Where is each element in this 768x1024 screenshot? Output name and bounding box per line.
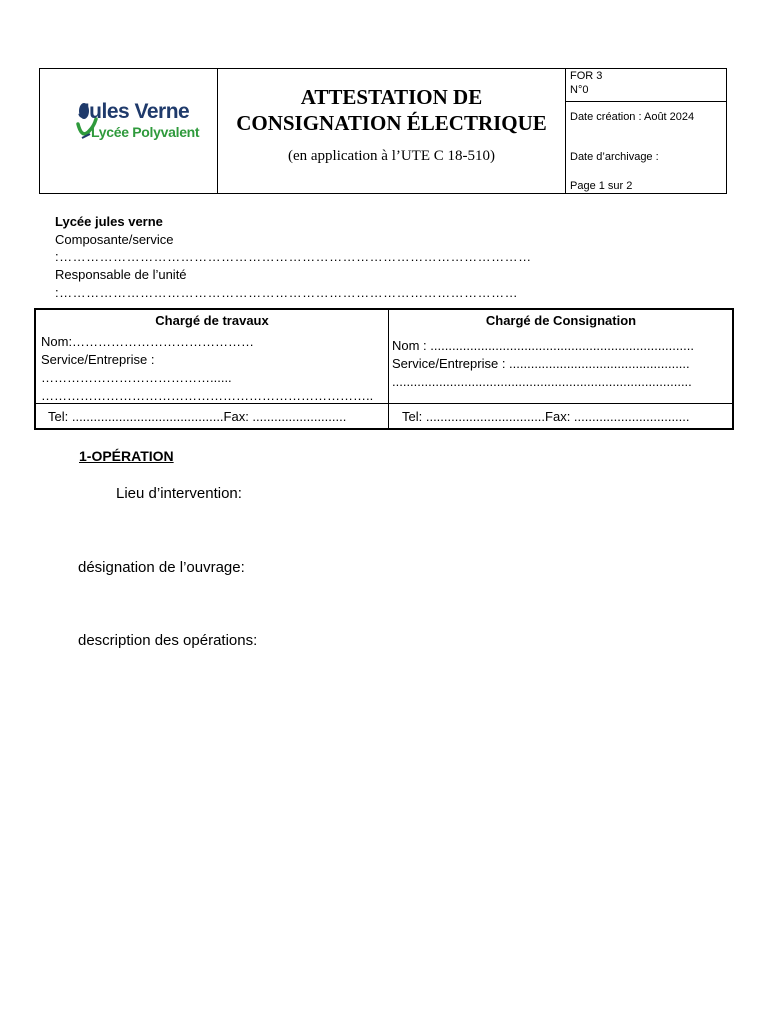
document-subtitle: (en application à l’UTE C 18-510) bbox=[287, 148, 496, 164]
form-number: N°0 bbox=[570, 84, 589, 96]
logo-brand-text: Jules Verne bbox=[78, 100, 190, 123]
works-manager-service-label: Service/Entreprise : bbox=[41, 352, 155, 367]
works-manager-heading: Chargé de travaux bbox=[155, 313, 269, 328]
form-reference: FOR 3 bbox=[570, 70, 603, 82]
lockout-manager-service-field-2[interactable]: ................................................................................... bbox=[392, 374, 692, 389]
creation-date: Date création : Août 2024 bbox=[570, 111, 695, 123]
page-number: Page 1 sur 2 bbox=[570, 180, 633, 192]
manager-field[interactable]: :………………………………………………………………………………………… bbox=[55, 285, 519, 300]
title-cell bbox=[218, 69, 566, 193]
description-label: description des opérations: bbox=[78, 632, 258, 649]
school-name: Lycée jules verne bbox=[55, 214, 163, 229]
location-label: Lieu d’intervention: bbox=[116, 485, 242, 502]
meta-divider bbox=[566, 101, 726, 102]
works-manager-tel-fax-field[interactable]: Tel: ..........................................Fax: .......................... bbox=[48, 409, 347, 424]
meta-cell bbox=[566, 69, 726, 193]
lockout-manager-name-field[interactable]: Nom : ......................................................................... bbox=[392, 338, 694, 353]
document-title-line1: ATTESTATION DE bbox=[300, 85, 483, 109]
lockout-manager-heading: Chargé de Consignation bbox=[485, 313, 637, 328]
works-manager-name-field[interactable]: Nom:…………………………………… bbox=[41, 334, 255, 349]
lockout-manager-tel-fax-field[interactable]: Tel: .................................Fax: ................................ bbox=[402, 409, 690, 424]
document-title-line2: CONSIGNATION ÉLECTRIQUE bbox=[236, 111, 547, 135]
contacts-row-divider bbox=[36, 403, 732, 404]
component-field[interactable]: :…………………………………………………………………………………………… bbox=[55, 249, 532, 264]
designation-label: désignation de l’ouvrage: bbox=[78, 559, 245, 576]
component-label: Composante/service bbox=[55, 232, 174, 247]
manager-label: Responsable de l’unité bbox=[55, 267, 187, 282]
logo-subtitle-text: Lycée Polyvalent bbox=[91, 124, 200, 140]
works-manager-service-field-2[interactable]: ………………………………………………………………….. bbox=[41, 388, 374, 403]
lockout-manager-service-field[interactable]: Service/Entreprise : .................................................. bbox=[392, 356, 690, 371]
contacts-table bbox=[34, 308, 734, 430]
archive-date: Date d’archivage : bbox=[570, 151, 659, 163]
works-manager-service-field[interactable]: …………………………………...... bbox=[41, 370, 232, 385]
section-title: 1-OPÉRATION bbox=[79, 448, 174, 464]
